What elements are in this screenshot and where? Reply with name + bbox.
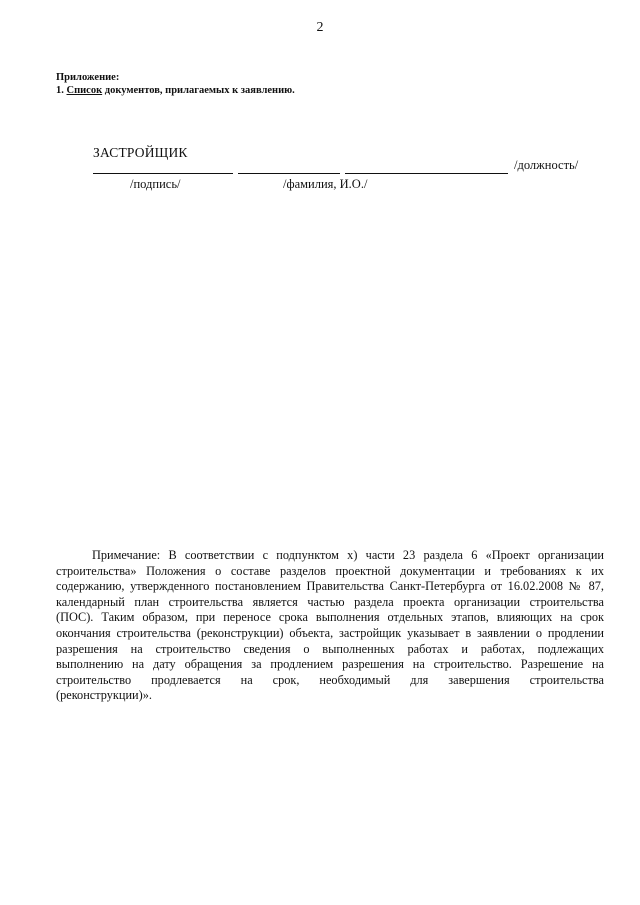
note-line: выполнению на дату обращения за продлением разрешения на строительство. Разрешение на <box>56 657 604 672</box>
signature-caption: /подпись/ <box>130 177 181 191</box>
note-paragraph <box>56 548 604 704</box>
note-line: (ПОС). Таким образом, при переносе срока выполнения отдельных этапов, влияющих на срок <box>56 610 604 625</box>
note-line: разрешения на строительство сведения о выполненных работах и работах, подлежащих <box>56 641 604 656</box>
signature-line <box>93 173 233 174</box>
appendix-item-text: документов, прилагаемых к заявлению. <box>102 85 295 96</box>
note-line: строительства» Положения о составе разделов проектной документации и требованиях к их <box>56 563 604 578</box>
developer-label: ЗАСТРОЙЩИК <box>93 145 188 160</box>
appendix-item-link[interactable]: Список <box>66 85 103 96</box>
appendix-item <box>56 84 295 97</box>
note-line: Примечание: В соответствии с подпунктом х) части 23 раздела 6 «Проект организации <box>92 548 604 562</box>
page-number: 2 <box>316 20 324 35</box>
note-line: содержанию, утвержденного постановлением Правительства Санкт-Петербурга от 16.02.2008 № 87, <box>56 579 604 594</box>
note-line: строительство продлевается на срок, необходимый для завершения строительства <box>56 672 604 687</box>
position-caption: /должность/ <box>514 158 579 172</box>
name-caption: /фамилия, И.О./ <box>283 177 368 191</box>
note-line: календарный план строительства является частью раздела проекта организации строительства <box>56 594 604 609</box>
appendix-item-prefix: 1. <box>56 85 67 96</box>
appendix-block <box>56 71 295 97</box>
position-line <box>345 173 508 174</box>
note-line: (реконструкции)». <box>56 688 152 703</box>
note-line: окончания строительства (реконструкции) объекта, застройщик указывает в заявлении о продлении <box>56 625 604 640</box>
name-line <box>238 173 340 174</box>
appendix-heading: Приложение: <box>56 72 120 83</box>
